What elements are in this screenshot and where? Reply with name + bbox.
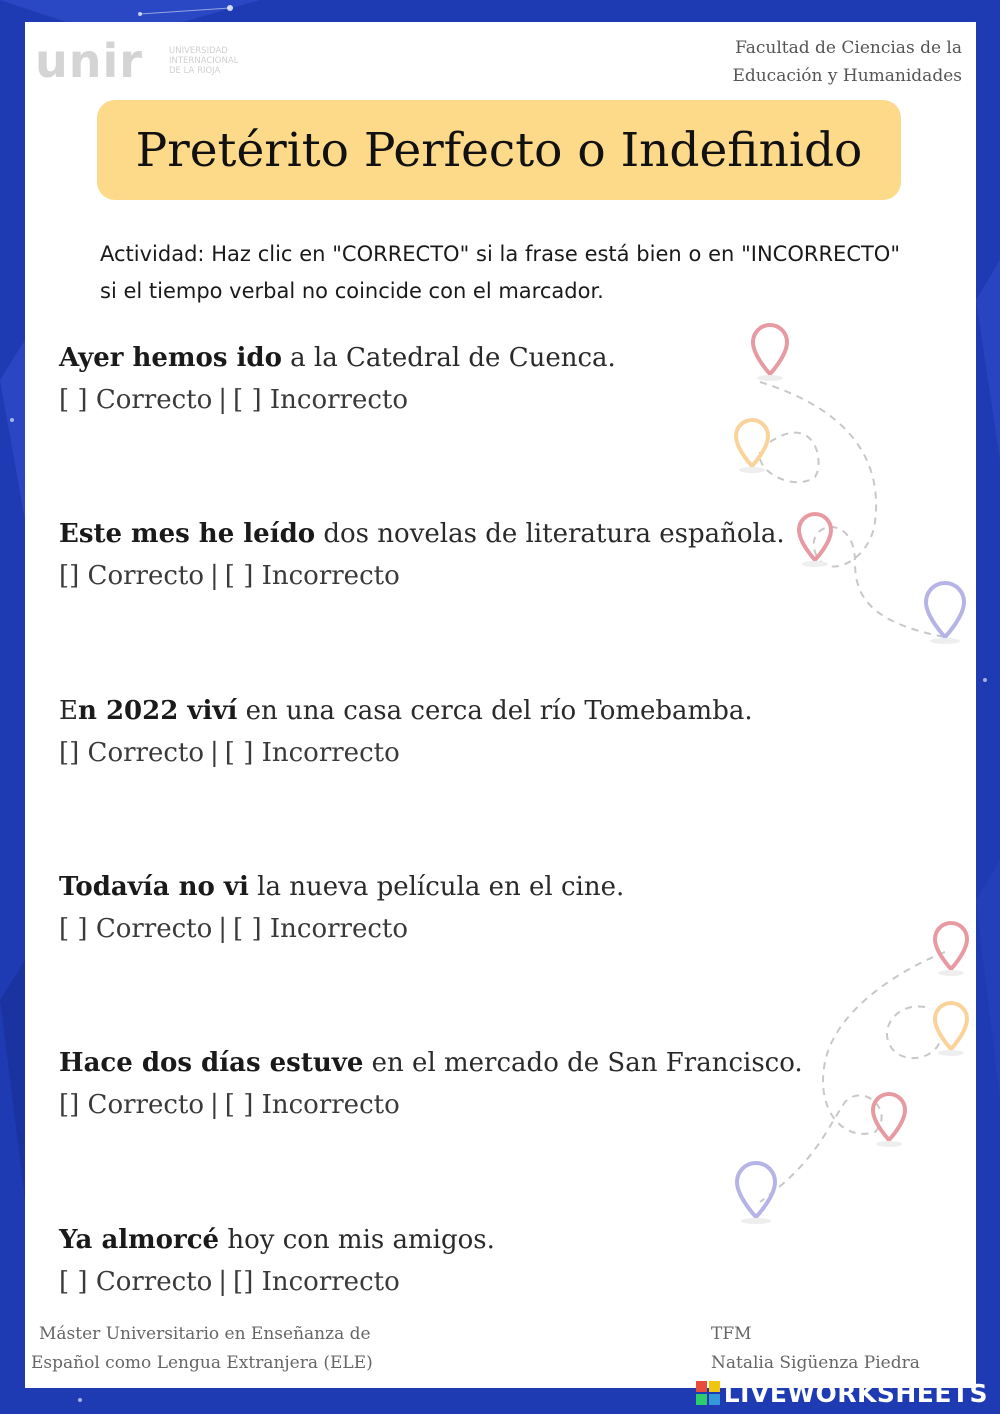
logo-wordmark: unir xyxy=(35,34,143,88)
faculty-line: Educación y Humanidades xyxy=(732,66,962,86)
map-pin-icon xyxy=(736,420,768,473)
correct-option[interactable]: [ ] Correcto xyxy=(59,385,213,415)
option-separator: | xyxy=(210,738,219,768)
option-separator: | xyxy=(218,385,228,415)
sentence-prefix: E xyxy=(59,696,78,726)
correct-option[interactable]: [] Correcto xyxy=(59,738,205,768)
verb-marker: n 2022 viví xyxy=(77,696,238,726)
map-pin-icon xyxy=(873,1094,905,1147)
exercise-item xyxy=(59,1220,495,1304)
sentence-rest: hoy con mis amigos. xyxy=(219,1225,495,1255)
exercise-sentence xyxy=(59,514,785,554)
correct-option[interactable]: [] Correcto xyxy=(59,561,205,591)
incorrect-option[interactable]: [ ] Incorrecto xyxy=(224,561,400,591)
footer-author xyxy=(711,1320,920,1378)
incorrect-option[interactable]: [ ] Incorrecto xyxy=(233,385,409,415)
faculty-line: Facultad de Ciencias de la xyxy=(735,38,962,58)
exercise-item xyxy=(59,1043,803,1127)
footer-line: Español como Lengua Extranjera (ELE) xyxy=(31,1353,373,1373)
logo-sub-line: DE LA RIOJA xyxy=(169,66,221,76)
answer-options xyxy=(59,378,616,422)
incorrect-option[interactable]: [ ] Incorrecto xyxy=(224,738,400,768)
watermark-text: LIVEWORKSHEETS xyxy=(723,1378,988,1408)
page-title: Pretérito Perfecto o Indefinido xyxy=(135,122,863,178)
sentence-rest: a la Catedral de Cuenca. xyxy=(281,343,616,373)
map-pin-icon xyxy=(737,1163,775,1224)
map-pin-icon xyxy=(799,514,831,567)
incorrect-option[interactable]: [] Incorrecto xyxy=(233,1267,400,1297)
answer-options xyxy=(59,907,624,951)
map-pin-icon xyxy=(935,1003,967,1056)
answer-options xyxy=(59,1260,495,1304)
option-separator: | xyxy=(210,1090,219,1120)
incorrect-option[interactable]: [ ] Incorrecto xyxy=(233,914,409,944)
sentence-rest: en el mercado de San Francisco. xyxy=(363,1048,803,1078)
exercise-sentence xyxy=(59,1043,803,1083)
answer-options xyxy=(59,1083,803,1127)
incorrect-option[interactable]: [ ] Incorrecto xyxy=(224,1090,400,1120)
logo-sub-line: INTERNACIONAL xyxy=(169,56,239,66)
answer-options xyxy=(59,731,753,775)
exercise-sentence xyxy=(59,691,753,731)
footer-program xyxy=(31,1320,373,1378)
option-separator: | xyxy=(210,561,219,591)
sentence-rest: dos novelas de literatura española. xyxy=(315,519,785,549)
map-pin-icon xyxy=(753,325,787,381)
logo-sub-line: UNIVERSIDAD xyxy=(169,46,228,56)
faculty-header xyxy=(732,34,962,90)
exercise-sentence xyxy=(59,1220,495,1260)
verb-marker: Ayer hemos ido xyxy=(59,343,282,373)
logo-subtitle xyxy=(169,46,238,76)
exercise-sentence xyxy=(59,867,624,907)
exercise-item xyxy=(59,514,785,598)
title-banner xyxy=(97,100,901,200)
answer-options xyxy=(59,554,785,598)
exercise-item xyxy=(59,867,624,951)
footer-line: Máster Universitario en Enseñanza de xyxy=(39,1324,371,1344)
activity-instructions: Actividad: Haz clic en "CORRECTO" si la frase está bien o en "INCORRECTO" si el tiempo verbal no coincide con el marcador. xyxy=(100,242,900,303)
correct-option[interactable]: [ ] Correcto xyxy=(59,1267,213,1297)
sentence-rest: la nueva película en el cine. xyxy=(248,872,625,902)
worksheet-page xyxy=(25,22,976,1388)
verb-marker: Todavía no vi xyxy=(59,872,249,902)
correct-option[interactable]: [ ] Correcto xyxy=(59,914,213,944)
map-pin-icon xyxy=(935,923,967,976)
exercise-item xyxy=(59,338,616,422)
verb-marker: Hace dos días estuve xyxy=(59,1048,364,1078)
exercise-item xyxy=(59,691,753,775)
exercise-sentence xyxy=(59,338,616,378)
option-separator: | xyxy=(218,914,228,944)
sentence-rest: en una casa cerca del río Tomebamba. xyxy=(237,696,753,726)
unir-logo xyxy=(35,30,275,100)
map-pin-icon xyxy=(926,583,964,644)
liveworksheets-watermark xyxy=(696,1378,988,1408)
verb-marker: Este mes he leído xyxy=(59,519,316,549)
option-separator: | xyxy=(218,1267,228,1297)
verb-marker: Ya almorcé xyxy=(59,1225,220,1255)
correct-option[interactable]: [] Correcto xyxy=(59,1090,205,1120)
footer-line: TFM xyxy=(711,1324,752,1344)
footer-line: Natalia Sigüenza Piedra xyxy=(711,1353,920,1373)
liveworksheets-logo-icon xyxy=(696,1381,720,1405)
